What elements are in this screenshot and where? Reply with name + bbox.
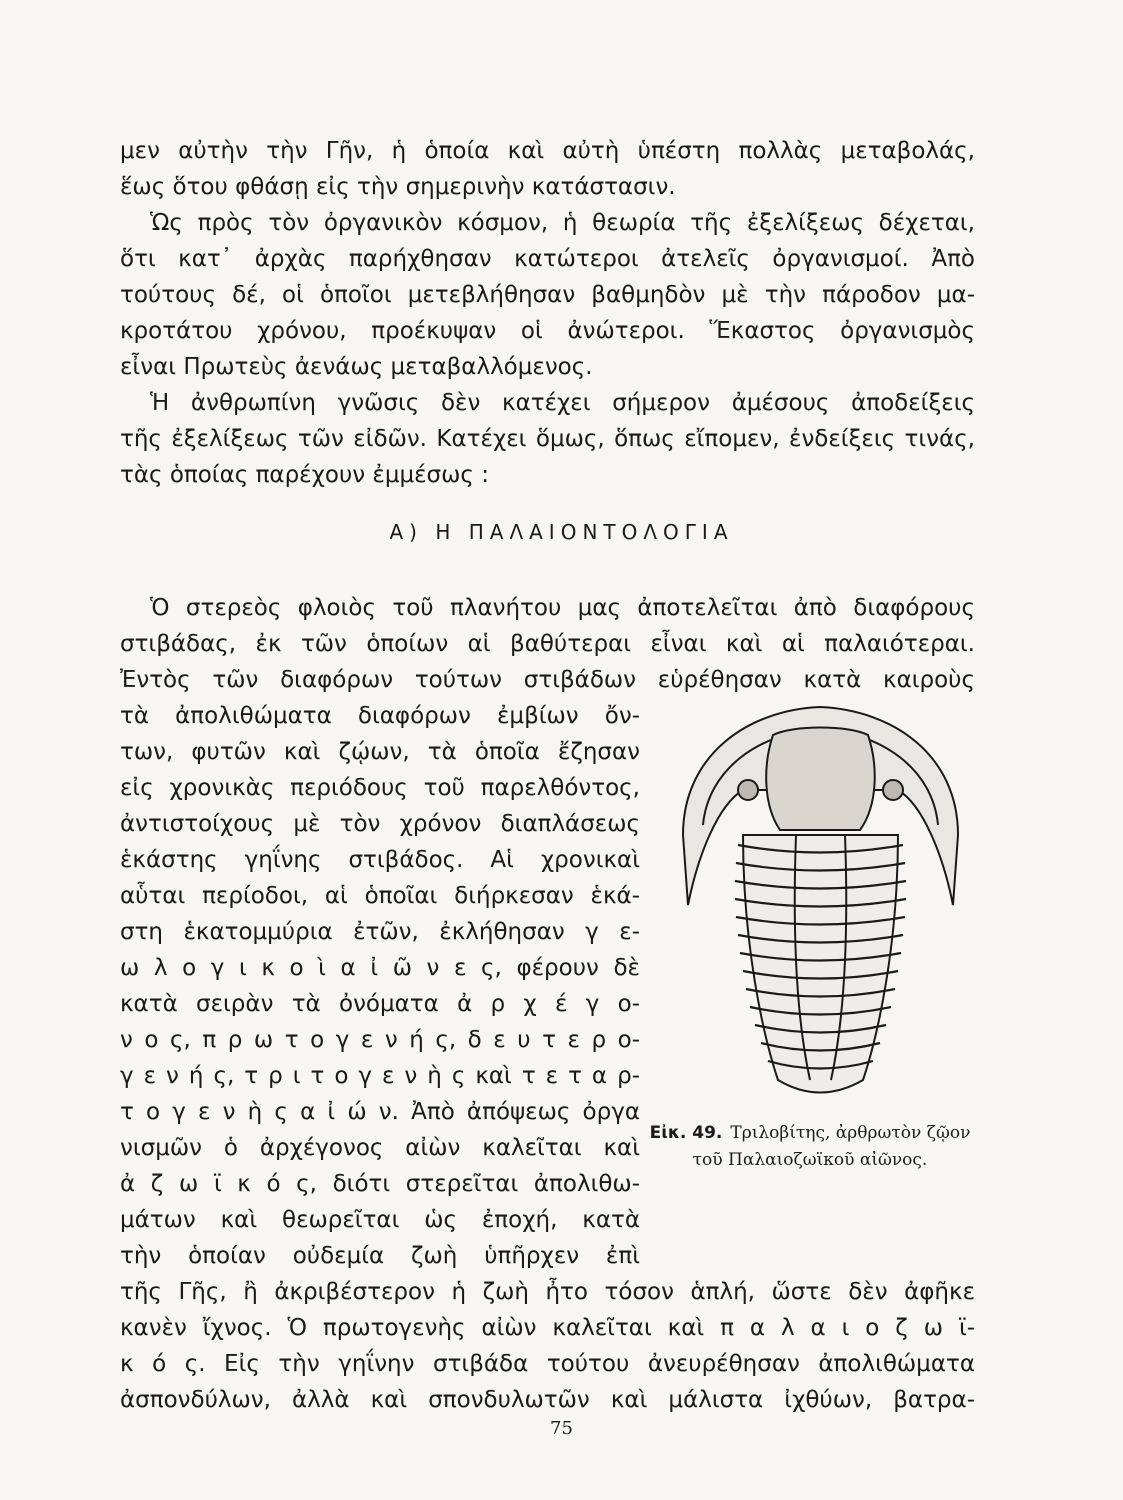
figure-caption-text: Τριλοβίτης, ἀρθρωτὸν ζῷον τοῦ Παλαιοζωϊκοῦ αἰῶνος.: [692, 1123, 971, 1170]
text-line: Ὁ στερεὸς φλοιὸς τοῦ πλανήτου μας ἀποτελεῖται ἀπὸ διαφόρους: [150, 595, 975, 621]
text-line: στιβάδας, ἐκ τῶν ὁποίων αἱ βαθύτεραι εἶναι καὶ αἱ παλαιότεραι.: [120, 631, 975, 657]
text-line: τὴν ὁποίαν οὐδεμία ζωὴ ὑπῆρχεν ἐπὶ: [120, 1243, 640, 1269]
text-line: τούτους δέ, οἱ ὁποῖοι μετεβλήθησαν βαθμηδὸν μὲ τὴν πάροδον μα-: [120, 282, 975, 308]
text-line: τῆς ἐξελίξεως τῶν εἰδῶν. Κατέχει ὅμως, ὅπως εἴπομεν, ἐνδείξεις τινάς,: [120, 426, 975, 452]
text-line: μάτων καὶ θεωρεῖται ὡς ἐποχή, κατὰ: [120, 1207, 640, 1233]
figure-caption: [640, 1120, 980, 1174]
text-line: στη ἑκατομμύρια ἐτῶν, ἐκλήθησαν γ ε-: [120, 919, 640, 945]
text-line: ἑκάστης γηΐνης στιβάδος. Αἱ χρονικαὶ: [120, 847, 640, 873]
text-line: εἶναι Πρωτεὺς ἀενάως μεταβαλλόμενος.: [120, 354, 593, 380]
trilobite-fossil-icon: [668, 695, 973, 1110]
figure-caption-label: Εἰκ. 49.: [649, 1123, 723, 1143]
text-line: κ ό ς. Εἰς τὴν γηΐνην στιβάδα τούτου ἀνευρέθησαν ἀπολιθώματα: [120, 1351, 975, 1377]
text-line: κροτάτου χρόνου, προέκυψαν οἱ ἀνώτεροι. Ἕκαστος ὀργανισμὸς: [120, 318, 975, 344]
text-line: αὗται περίοδοι, αἱ ὁποῖαι διήρκεσαν ἑκά-: [120, 883, 640, 909]
text-line: μεν αὐτὴν τὴν Γῆν, ἡ ὁποία καὶ αὐτὴ ὑπέστη πολλὰς μεταβολάς,: [120, 138, 975, 164]
text-line: ω λ ο γ ι κ ο ὶ α ἰ ῶ ν ε ς, φέρουν δὲ: [120, 955, 640, 981]
text-line: τὰς ὁποίας παρέχουν ἐμμέσως :: [120, 462, 489, 488]
text-line: Ὡς πρὸς τὸν ὀργανικὸν κόσμον, ἡ θεωρία τῆς ἐξελίξεως δέχεται,: [150, 210, 975, 236]
section-heading: Α) Η ΠΑΛΑΙΟΝΤΟΛΟΓΙΑ: [389, 520, 734, 544]
text-line: γ ε ν ή ς, τ ρ ι τ ο γ ε ν ὴ ς καὶ τ ε τ α ρ-: [120, 1063, 640, 1089]
text-line: Ἡ ἀνθρωπίνη γνῶσις δὲν κατέχει σήμερον ἀμέσους ἀποδείξεις: [150, 390, 975, 416]
text-line: ἕως ὅτου φθάσῃ εἰς τὴν σημερινὴν κατάστασιν.: [120, 174, 676, 200]
text-line: ἀντιστοίχους μὲ τὸν χρόνον διαπλάσεως: [120, 811, 640, 837]
text-line: τὰ ἀπολιθώματα διαφόρων ἐμβίων ὄν-: [120, 703, 640, 729]
text-line: τ ο γ ε ν ὴ ς α ἰ ώ ν. Ἀπὸ ἀπόψεως ὀργα: [120, 1099, 640, 1125]
text-line: κανὲν ἴχνος. Ὁ πρωτογενὴς αἰὼν καλεῖται καὶ π α λ α ι ο ζ ω ϊ-: [120, 1315, 975, 1341]
page-number: 75: [550, 1418, 573, 1439]
text-line: ἀ ζ ω ϊ κ ό ς, διότι στερεῖται ἀπολιθω-: [120, 1171, 640, 1197]
text-line: εἰς χρονικὰς περιόδους τοῦ παρελθόντος,: [120, 775, 640, 801]
text-line: νισμῶν ὁ ἀρχέγονος αἰὼν καλεῖται καὶ: [120, 1135, 640, 1161]
text-line: τῆς Γῆς, ἢ ἀκριβέστερον ἡ ζωὴ ἦτο τόσον ἁπλή, ὥστε δὲν ἀφῆκε: [120, 1279, 975, 1305]
text-line: των, φυτῶν καὶ ζῴων, τὰ ὁποῖα ἔζησαν: [120, 739, 640, 765]
text-line: Ἐντὸς τῶν διαφόρων τούτων στιβάδων εὑρέθησαν κατὰ καιροὺς: [120, 667, 975, 693]
text-line: ν ο ς, π ρ ω τ ο γ ε ν ή ς, δ ε υ τ ε ρ ο-: [120, 1027, 640, 1053]
text-line: ἀσπονδύλων, ἀλλὰ καὶ σπονδυλωτῶν καὶ μάλιστα ἰχθύων, βατρα-: [120, 1387, 975, 1413]
text-line: κατὰ σειρὰν τὰ ὀνόματα ἀ ρ χ έ γ ο-: [120, 991, 640, 1017]
text-line: ὅτι κατ᾽ ἀρχὰς παρήχθησαν κατώτεροι ἀτελεῖς ὀργανισμοί. Ἀπὸ: [120, 246, 975, 272]
